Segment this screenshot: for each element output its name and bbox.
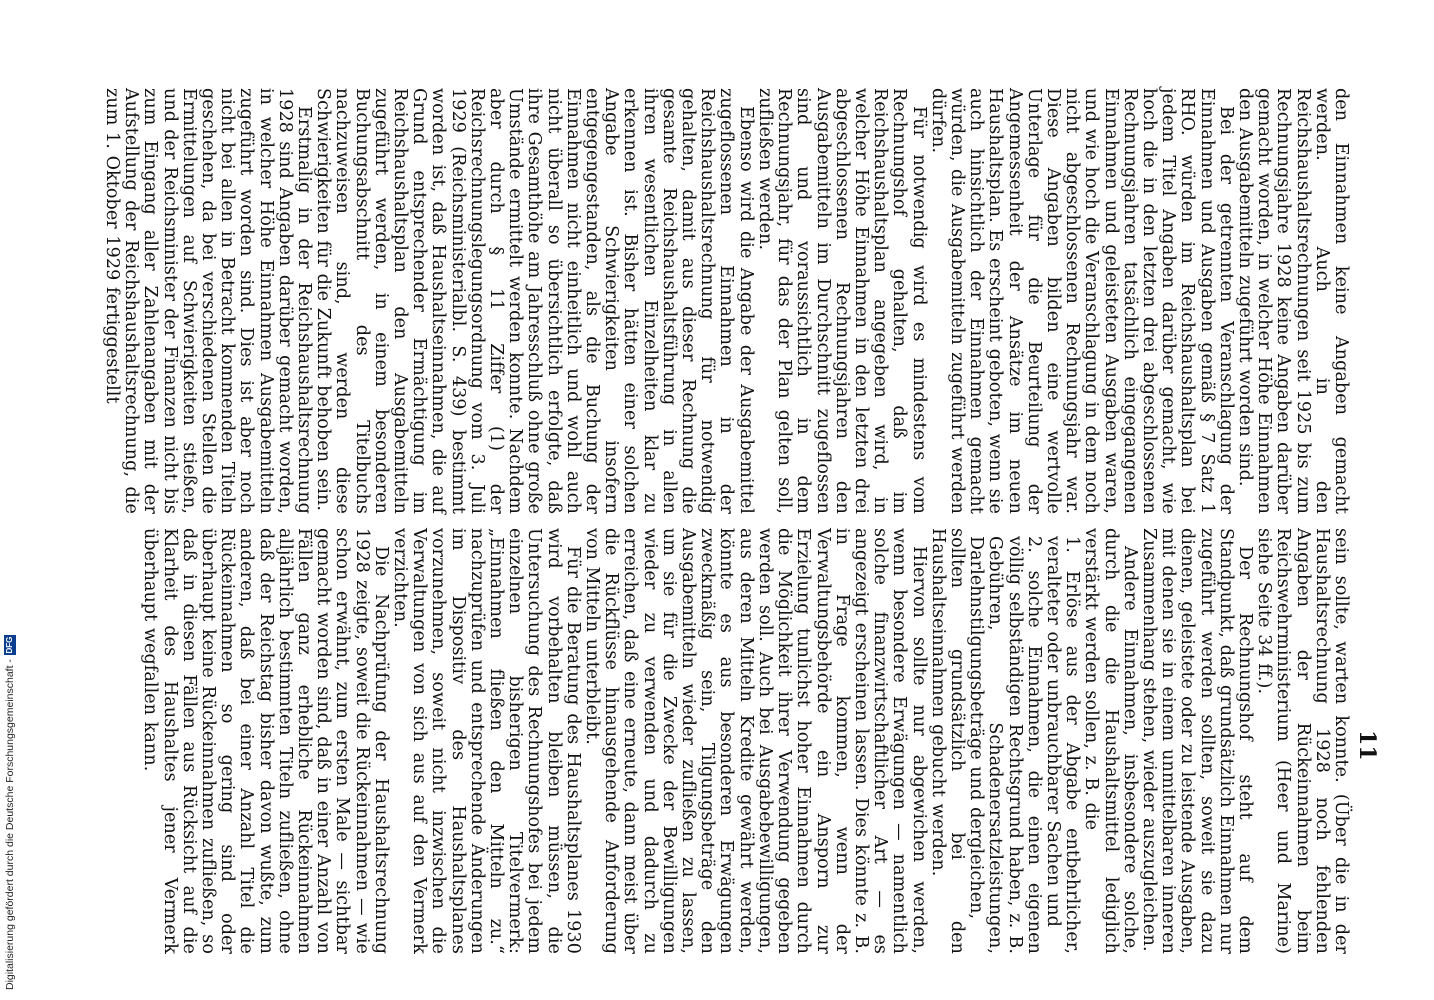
dfg-logo: DFG xyxy=(5,636,14,654)
paragraph: Für notwendig wird es mindestens vom Rechnungshof gehalten, daß im Reichshaushaltsplan angegeben wird, in welcher Höhe Einnahmen in den letzten drei abgeschlossenen Rechnungsjahren den Ausgabemitteln im Durchschnitt zugeflossen sind und voraussichtlich in dem Rechnungsjahr, für das der Plan gelten soll, zufließen werden. xyxy=(754,88,929,514)
digitization-credit xyxy=(4,635,16,990)
paragraph: sein sollte, warten konnte. (Über die in der Haushaltsrechnung 1928 noch fehlenden Angaben der Rückeinnahmen beim Reichswehrministerium (Heer und Marine) siehe Seite 34 ff.). xyxy=(1254,528,1351,954)
list-item: 2. solche Einnahmen, die einen eigenen völlig selbständigen Rechtsgrund haben, z. B. Gebühren, Schadenersatzleistungen, Darlehnstilgungsbeträge und dergleichen, xyxy=(966,536,1044,954)
paragraph: Die Nachprüfung der Haushaltsrechnung 1928 zeigte, soweit die Rückeinnahmen — wie schon erwähnt, zum ersten Male — sichtbar gemacht worden sind, daß in einer Anzahl von Fällen ganz erhebliche Rückeinnahmen alljährlich bestimmten Titeln zufließen, ohne daß der Reichstag bisher davon wußte, zum anderen, daß bei einer Anzahl Titel die Rückeinnahmen so gering sind oder überhaupt keine Rückeinnahmen zufließen, so daß in diesen Fällen aus Rücksicht auf die Klarheit des Haushaltes jener Vermerk überhaupt wegfallen kann. xyxy=(140,528,391,954)
paragraph: Der Rechnungshof steht auf dem Standpunkt, daß grundsätzlich Einnahmen nur zugeführt werden sollten, soweit sie dazu dienen, geleistete oder zu leistende Ausgaben, mit denen sie in einem unmittelbaren inneren Zusammenhang stehen, wieder auszugleichen. xyxy=(1138,528,1255,954)
digitization-credit-text: Digitalisierung gefördert durch die Deutsche Forschungsgemeinschaft - xyxy=(4,659,16,990)
paragraph: sollten grundsätzlich bei den Haushaltseinnahmen gebucht werden. xyxy=(927,528,967,954)
paragraph: den Einnahmen keine Angaben gemacht werden. Auch in den Reichshaushaltsrechnungen seit 1925 bis zum Rechnungsjahre 1928 keine Angaben darüber gemacht worden, in welcher Höhe Einnahmen den Ausgabemitteln zugeführt worden sind. xyxy=(1234,88,1351,514)
paragraph: Für die Beratung des Haushaltsplanes 1930 wird vorbehalten bleiben müssen, die Untersuchung des Rechnungshofes bei jedem einzelnen bisherigen Titelvermerk: „Einnahmen fließen den Mitteln zu.“ nachzuprüfen und entsprechende Änderungen im Dispositiv des Haushaltsplanes vorzunehmen, soweit nicht inzwischen die Verwaltungen von sich aus auf den Vermerk verzichten. xyxy=(390,528,583,954)
text-column-left xyxy=(102,88,1351,514)
list-item: 1. Erlöse aus der Abgabe entbehrlicher, veralteter oder unbrauchbarer Sachen und xyxy=(1042,536,1083,954)
paragraph: Andere Einnahmen, insbesondere solche, durch die die Haushaltsmittel lediglich verstärkt werden sollen, z. B. die xyxy=(1081,528,1140,954)
paragraph: Hiervon sollte nur abgewichen werden, wenn besondere Erwägungen — namentlich solche finanzwirtschaftlicher Art — es angezeigt erscheinen lassen. Dies könnte z. B. in Frage kommen, wenn der Verwaltungsbehörde ein Ansporn zur Erzielung tunlichst hoher Einnahmen durch die Möglichkeit ihrer Verwendung gegeben werden soll. Auch bei Ausgabebewilligungen, aus deren Mitteln Kredite gewährt werden, könnte es aus besonderen Erwägungen zweckmäßig sein, Tilgungsbeträge den Ausgabemitteln wieder zufließen zu lassen, um sie für die Zwecke der Bewilligungen wieder zu verwenden und dadurch zu erreichen, daß eine erneute, dann meist über die Rückflüsse hinausgehende Anforderung von Mitteln unterbleibt. xyxy=(582,528,929,954)
text-column-right xyxy=(140,528,1351,954)
enumerated-list xyxy=(966,536,1081,954)
paragraph: Ebenso wird die Angabe der Ausgabemittel zugeflossenen Einnahmen in der Reichshaushaltsrechnung für notwendig gehalten, damit aus dieser Rechnung die gesamte Reichshaushaltsführung in allen ihren wesentlichen Einzelheiten klar zu erkennen ist. Bisher hätten einer solchen Angabe Schwierigkeiten insofern entgegengestanden, als die Buchung der Einnahmen nicht einheitlich und wohl auch nicht überall so übersichtlich erfolgte, daß ihre Gesamthöhe am Jahresschluß ohne große Umstände ermittelt werden konnte. Nachdem aber durch § 11 Ziffer (1) der Reichsrechnungslegungsordnung vom 3. Juli 1929 (Reichsministerialbl. S. 439) bestimmt worden ist, daß Haushaltseinnahmen, die auf Grund entsprechender Ermächtigung im Reichshaushaltsplan den Ausgabemitteln zugeführt werden, in einem besonderen Buchungsabschnitt des Titelbuchs nachzuweisen sind, werden diese Schwierigkeiten für die Zukunft behoben sein. xyxy=(313,88,756,514)
page-number: 11 xyxy=(1354,730,1380,761)
paragraph: Erstmalig in der Reichshaushaltsrechnung 1928 sind Angaben darüber gemacht worden, in welcher Höhe Einnahmen Ausgabemitteln zugeführt worden sind. Dies ist aber noch nicht bei allen in Betracht kommenden Titeln geschehen, da bei verschiedenen Stellen die Ermittelungen auf Schwierigkeiten stießen, und der Reichsminister der Finanzen nicht bis zum Eingang aller Zahlenangaben mit der Aufstellung der Reichshaushaltsrechnung, die zum 1. Oktober 1929 fertiggestellt xyxy=(102,88,315,514)
paragraph: Bei der getrennten Veranschlagung der Einnahmen und Ausgaben gemäß § 7 Satz 1 RHO. würden im Reichshaushaltsplan bei jedem Titel Angaben darüber gemacht, wie hoch die in den letzten drei abgeschlossenen Rechnungsjahren tatsächlich eingegangenen Einnahmen und geleisteten Ausgaben waren, und wie hoch die Veranschlagung in dem noch nicht abgeschlossenen Rechnungsjahr war. Diese Angaben bilden eine wertvolle Unterlage für die Beurteilung der Angemessenheit der Ansätze im neuen Haushaltsplan. Es erscheint geboten, wenn sie auch hinsichtlich der Einnahmen gemacht würden, die Ausgabemitteln zugeführt werden dürfen. xyxy=(927,88,1236,514)
